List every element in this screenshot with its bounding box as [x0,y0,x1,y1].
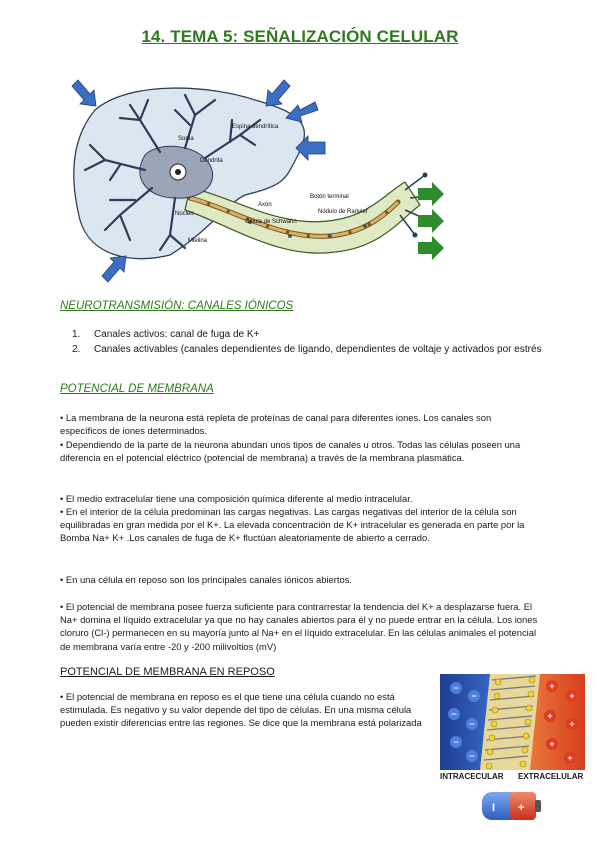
paragraph: • El potencial de membrana posee fuerza suficiente para contrarrestar la tendencia del K+ a desplazarse fuera. El Na+ domina el líquido extracelular ya que no hay canales abiertos para él y no puede entrar en la célula. Los iones cloruro (Cl-) permanecen en su mayoría junto al Na+ en el líquido extracelular. En las células animales el potencial de membrana varía entre -20 y -200 milivoltios (mV) [60,601,538,652]
battery-neg-label: I [492,802,496,814]
minus-ion: − [469,751,475,761]
label-dendrita: Dendrita [200,158,223,164]
section-heading-reposo: POTENCIAL DE MEMBRANA EN REPOSO [60,666,275,678]
arrow-in-icon [102,256,126,282]
label-axon: Axón [258,202,272,208]
section-heading-potencial: POTENCIAL DE MEMBRANA [60,383,214,395]
label-espina: Espina dendrítica [232,124,279,130]
section-heading-canales: NEUROTRANSMISIÓN: CANALES IÓNICOS [60,300,294,312]
paragraph: • El medio extracelular tiene una composición química diferente al medio intracelular. [60,493,413,504]
plus-ion: + [547,711,553,721]
paragraph: • Dependiendo de la parte de la neurona abundan unos tipos de canales u otros. Todas las células poseen una diferencia en el potencial eléctrico (potencial de membrana) a través de la membrana plasmática. [60,439,521,464]
minus-ion: − [469,719,475,729]
list-item: 1. Canales activos: canal de fuga de K+ [72,329,260,340]
label-boton: Botón terminal [310,194,349,200]
arrow-in-icon [286,102,318,122]
plus-ion: + [549,739,555,749]
arrow-out-icon [418,182,444,206]
plus-ion: + [569,719,575,729]
label-intracelular: INTRACECULAR [440,772,504,781]
label-ranvier: Nódulo de Ranvier [318,209,368,215]
battery-icon [480,786,544,826]
minus-ion: − [451,709,457,719]
label-extracelular: EXTRACELULAR [518,772,584,781]
label-schwann: Célula de Schwann [245,219,297,225]
label-soma: Soma [178,136,194,142]
arrow-in-icon [72,80,96,106]
list-item: 2. Canales activables (canales dependientes de ligando, dependientes de voltaje y activados por estrés [72,344,542,355]
page-title: 14. TEMA 5: SEÑALIZACIÓN CELULAR [141,27,459,46]
arrow-in-icon [266,80,290,106]
minus-ion: − [453,683,459,693]
paragraph: • En una célula en reposo son los principales canales iónicos abiertos. [60,574,352,585]
minus-ion: − [471,691,477,701]
plus-ion: + [549,681,555,691]
paragraph: • En el interior de la célula predominan las cargas negativas. Las cargas negativas del interior de la célula son equilibradas en gran medida por el K+. La elevada concentración de K+ intracelular es generada en parte por la Bomba Na+ K+ .Los canales de fuga de K+ fluctúan aleatoriamente de abierto a cerrado. [60,506,525,544]
label-nucleo: Núcleo [175,211,194,217]
minus-ion: − [453,737,459,747]
plus-ion: + [569,691,575,701]
plus-ion: + [567,753,573,763]
arrow-out-icon [418,236,444,260]
label-mielina: Mielina [188,238,208,244]
arrow-out-icon [418,209,444,233]
paragraph: • El potencial de membrana en reposo es el que tiene una célula cuando no está estimulada. Es negativo y su valor depende del tipo de células. En una misma célula pueden existir diferencias entre las regiones. Se dice que la membrana está polarizada [60,691,422,729]
neuron-diagram [60,70,450,290]
canales-list [72,328,542,358]
membrane-figure [440,674,585,770]
paragraph: • La membrana de la neurona está repleta de proteínas de canal para diferentes iones. Los canales son específicos de iones determinados. [60,412,492,437]
battery-pos-label: + [518,802,525,814]
